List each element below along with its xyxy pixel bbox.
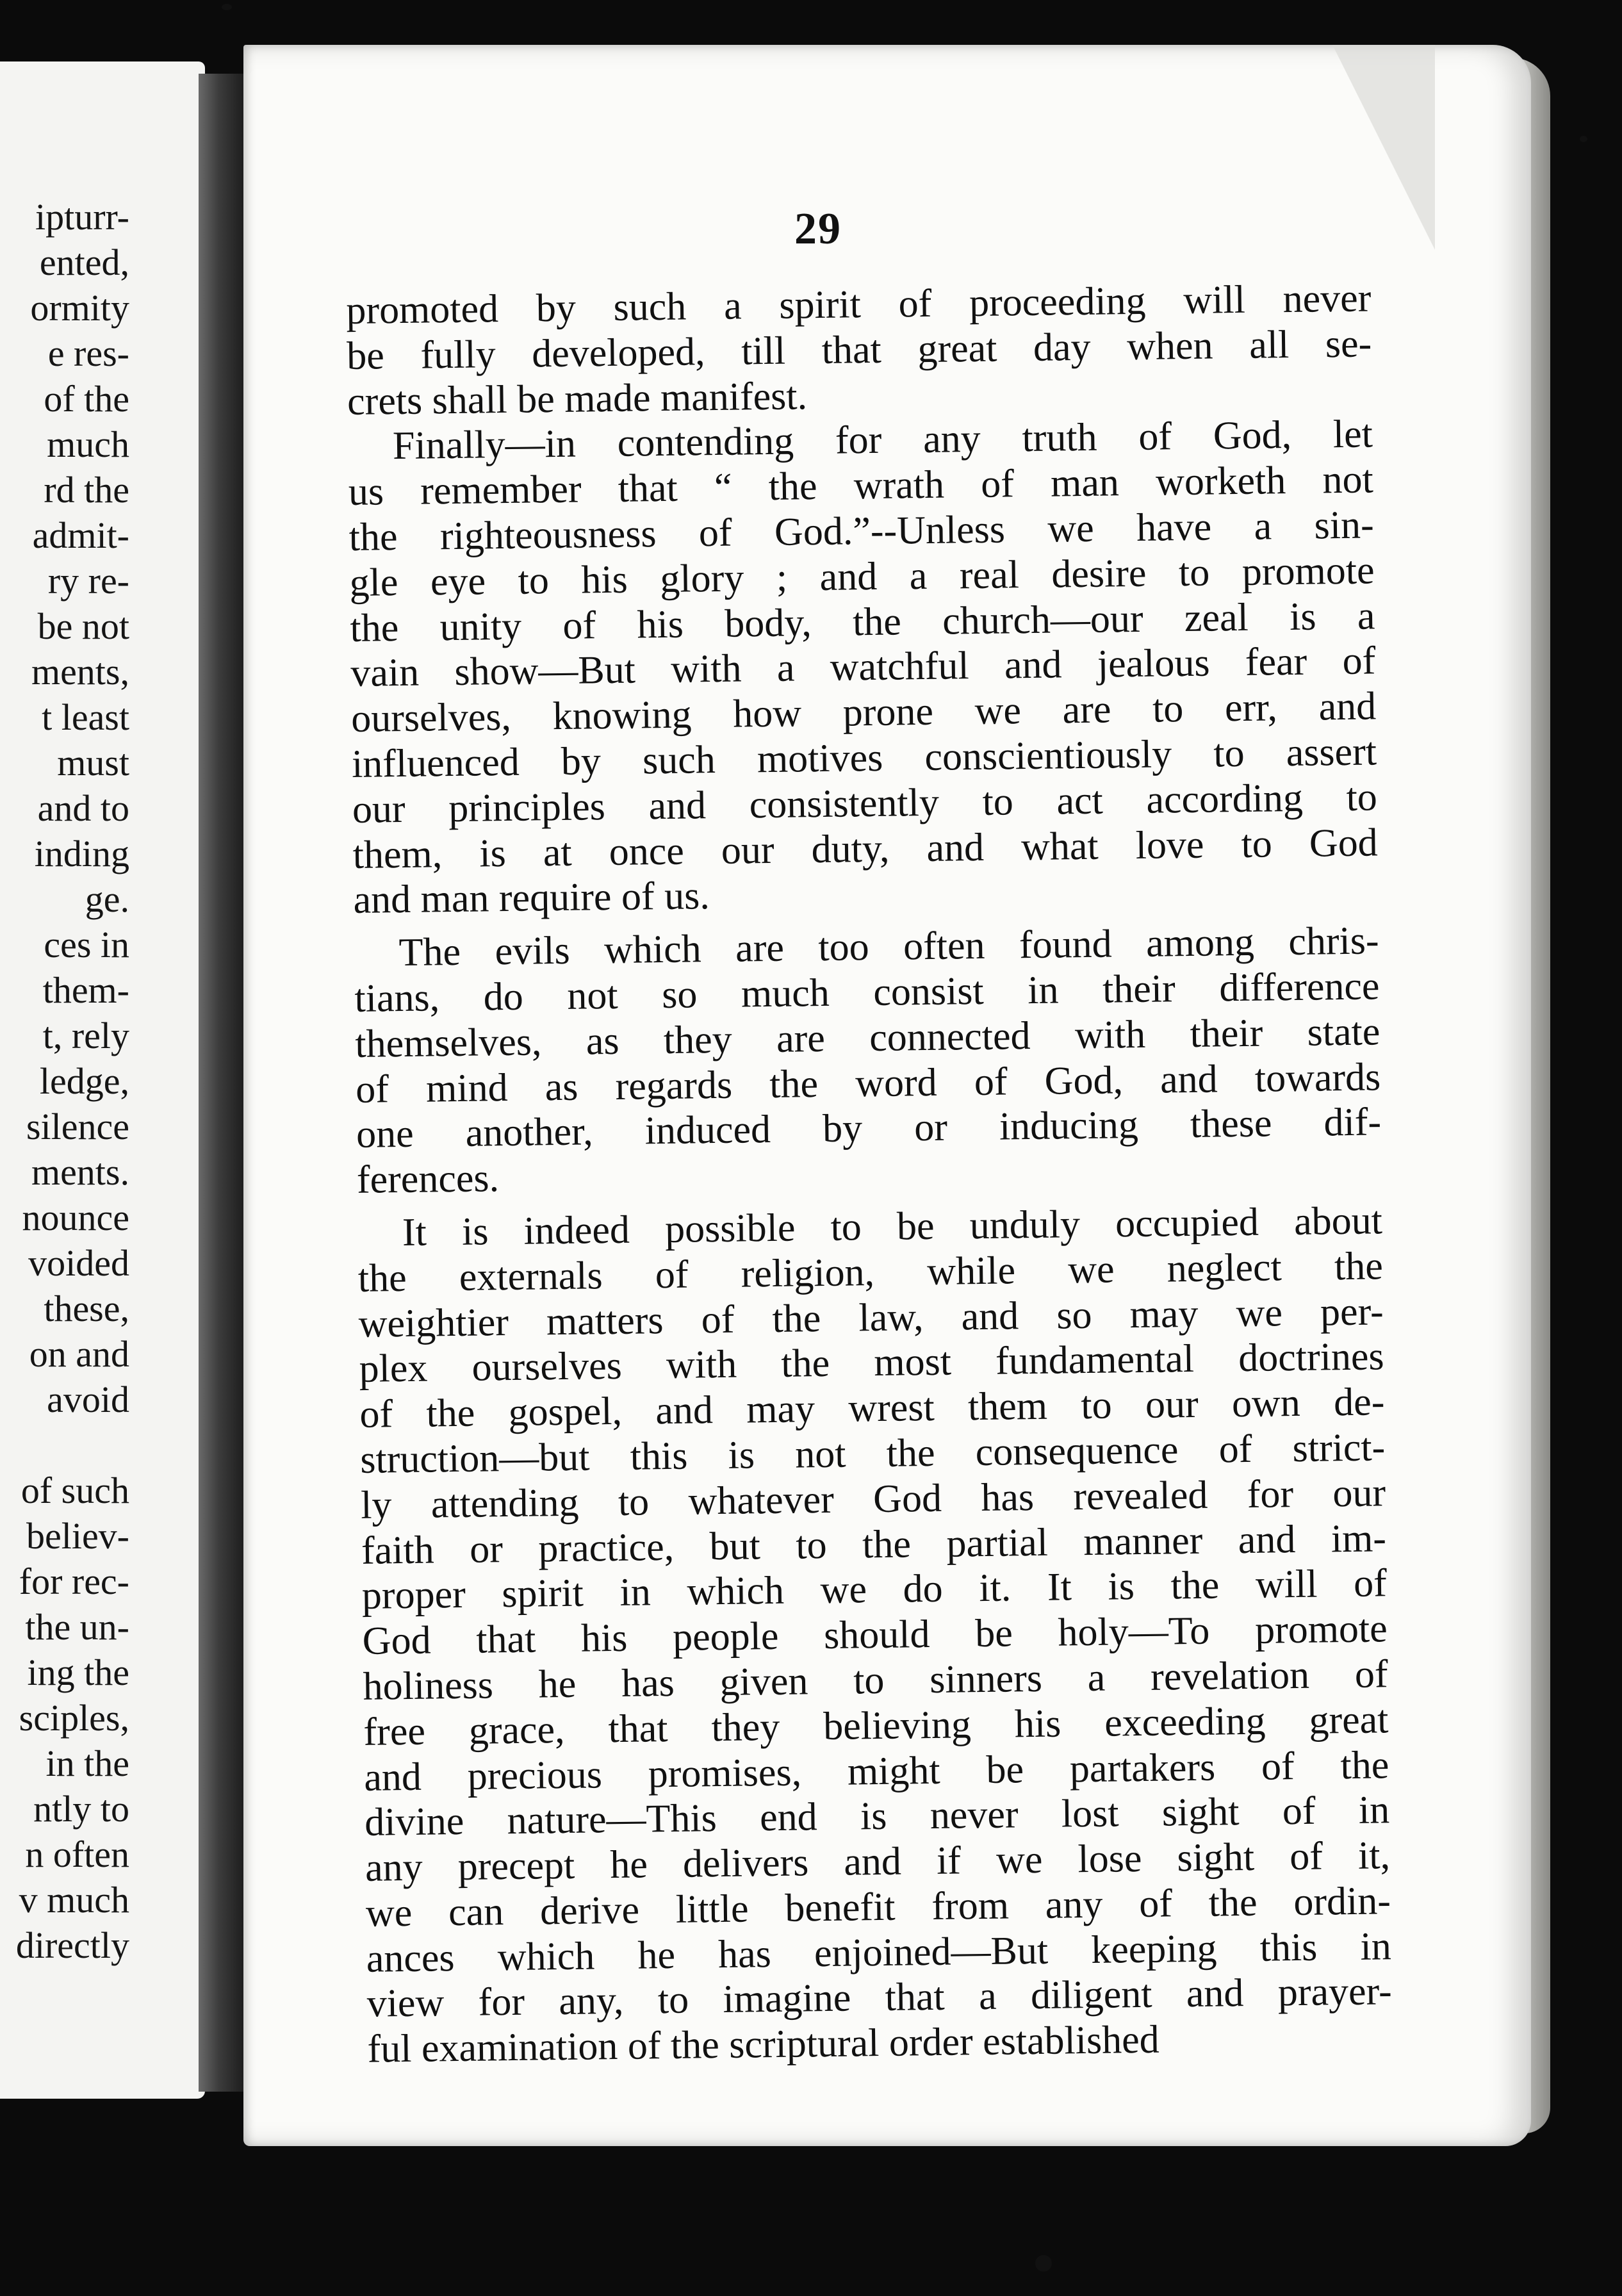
left-page-line: avoid [47, 1379, 129, 1420]
left-page-line: ented, [39, 242, 129, 283]
page-corner-fold [1332, 45, 1435, 250]
left-page-line: much [47, 423, 129, 465]
left-page-line: ledge, [39, 1060, 129, 1102]
left-page-line: ipturr- [35, 196, 129, 238]
text-line: proper spirit in which we do it. It is the will of [361, 1561, 1388, 1618]
body-text [346, 275, 1393, 2072]
text-line: The evils which are too often found among chris- [398, 919, 1379, 975]
left-page-line: ormity [30, 287, 129, 329]
text-line: crets shall be made manifest. [347, 373, 808, 423]
dust-speck [1035, 2255, 1052, 2272]
text-line: themselves, as they are connected with their state [354, 1010, 1380, 1066]
left-page-line: ntly to [33, 1788, 129, 1830]
text-line: us remember that “ the wrath of man worketh not [348, 457, 1374, 514]
dust-speck [222, 4, 232, 10]
left-page-line: ge. [85, 878, 129, 920]
left-facing-page [0, 62, 205, 2099]
left-page-line: rd the [44, 469, 129, 511]
text-line: God that his people should be holy—To promote [362, 1607, 1388, 1663]
text-line: and man require of us. [353, 874, 710, 922]
text-line: the unity of his body, the church—our zeal is a [350, 593, 1375, 650]
left-page-line: in the [45, 1742, 129, 1784]
left-page-line: ments, [31, 651, 129, 693]
text-line: one another, induced by or inducing these dif- [356, 1100, 1382, 1157]
text-line: them, is at once our duty, and what love to God [352, 820, 1379, 877]
text-line: Finally—in contending for any truth of God, let [392, 412, 1373, 468]
text-line: view for any, to imagine that a diligent and prayer- [366, 1969, 1393, 2026]
text-line: of mind as regards the word of God, and towards [355, 1054, 1381, 1111]
text-line: the righteousness of God.”--Unless we have a sin- [348, 503, 1375, 559]
text-line: we can derive little benefit from any of the ordin- [365, 1879, 1391, 1935]
text-line: faith or practice, but to the partial manner and im- [361, 1516, 1387, 1573]
text-line: tians, do not so much consist in their difference [354, 964, 1380, 1021]
left-page-line: sciples, [19, 1697, 129, 1739]
left-page-line: and to [37, 787, 129, 829]
text-line: gle eye to his glory ; and a real desire to promote [349, 548, 1375, 605]
text-line: struction—but this is not the consequence of strict- [359, 1425, 1386, 1482]
left-page-line: inding [34, 833, 129, 874]
text-line: ly attending to whatever God has revealed for our [360, 1471, 1386, 1527]
text-line: of the gospel, and may wrest them to our own de- [359, 1380, 1385, 1436]
left-page-line: voided [28, 1242, 129, 1284]
left-page-line: these, [44, 1288, 129, 1329]
left-page-line: believ- [26, 1515, 129, 1557]
text-line: free grace, that they believing his exceeding great [363, 1697, 1389, 1754]
text-line: influenced by such motives conscientiously to assert [351, 730, 1377, 786]
left-page-line: directly [15, 1924, 129, 1966]
left-page-line: be not [37, 605, 129, 647]
text-line: plex ourselves with the most fundamental doctrines [359, 1334, 1384, 1391]
text-line: weightier matters of the law, and so may we per- [358, 1289, 1384, 1346]
left-page-line: of the [44, 378, 129, 420]
text-line: vain show—But with a watchful and jealous fear of [350, 639, 1376, 696]
left-page-line: ry re- [47, 560, 129, 602]
left-page-line: them- [42, 969, 129, 1011]
left-page-line: ing the [27, 1652, 129, 1693]
text-line: any precept he delivers and if we lose sight of it, [365, 1833, 1391, 1890]
left-page-line: e res- [47, 332, 129, 374]
page-number: 29 [794, 204, 842, 254]
left-page-line: ments. [31, 1151, 129, 1193]
book-gutter [199, 74, 243, 2092]
text-line: promoted by such a spirit of proceeding will never [346, 276, 1372, 332]
left-page-line: t, rely [42, 1015, 129, 1056]
left-page-line: must [57, 742, 129, 783]
text-line: divine nature—This end is never lost sight of in [364, 1788, 1390, 1845]
text-line: be fully developed, till that great day when all se- [346, 322, 1372, 378]
text-line: It is indeed possible to be unduly occupied about [402, 1199, 1383, 1254]
left-page-line: t least [42, 696, 129, 738]
left-page-line: on and [29, 1333, 129, 1375]
text-line: ances which he has enjoined—But keeping this in [366, 1924, 1392, 1981]
text-line: ful examination of the scriptural order established [367, 2017, 1160, 2072]
left-page-line: silence [26, 1106, 129, 1147]
text-line: our principles and consistently to act according to [352, 775, 1378, 832]
text-line: and precious promises, might be partakers of the [363, 1742, 1389, 1800]
text-line: ferences. [356, 1156, 500, 1202]
text-line: holiness he has given to sinners a revelation of [363, 1652, 1388, 1709]
left-page-line: nounce [22, 1197, 129, 1238]
dust-speck [1580, 136, 1587, 142]
left-page-line: of such [20, 1470, 129, 1511]
text-line: ourselves, knowing how prone we are to err, and [350, 684, 1377, 741]
left-page-line: n often [25, 1833, 129, 1875]
text-line: the externals of religion, while we neglect the [357, 1244, 1384, 1300]
left-page-line: ces in [44, 924, 129, 965]
left-page-line: for rec- [19, 1561, 129, 1602]
left-page-line: admit- [32, 514, 129, 556]
left-page-line: v much [19, 1879, 129, 1921]
left-page-line: the un- [25, 1606, 129, 1648]
